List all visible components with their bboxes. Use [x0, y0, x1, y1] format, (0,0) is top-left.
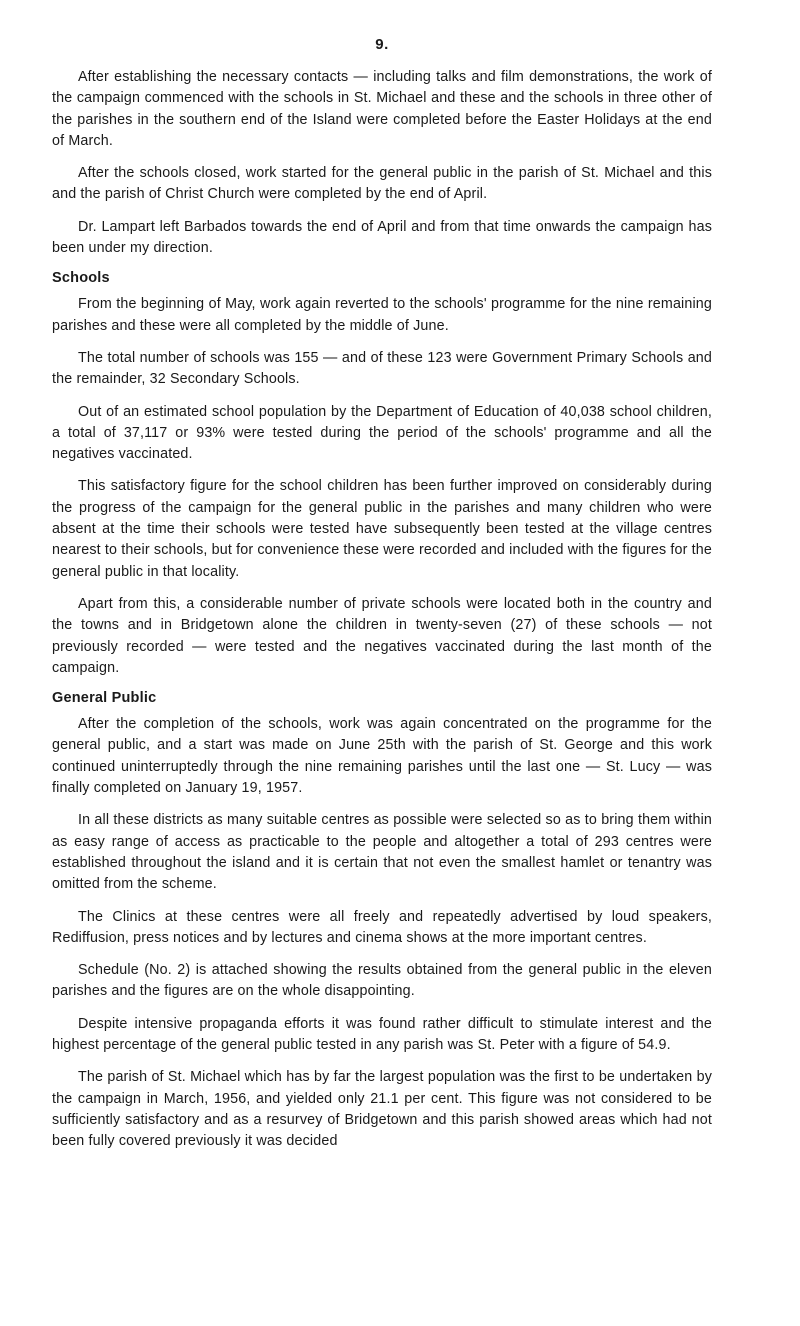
paragraph: The Clinics at these centres were all freely and repeatedly advertised by loud speakers, Rediffusion, press notices and by lectures and cinema shows at the more important centres. [52, 908, 712, 946]
paragraph: After establishing the necessary contacts — including talks and film demonstrations, the work of the campaign commenced with the schools in St. Michael and these and the schools in three other of the parishes in the southern end of the Island were completed before the Easter Holidays at the end of March. [52, 69, 712, 149]
paragraph: The parish of St. Michael which has by far the largest population was the first to be undertaken by the campaign in March, 1956, and yielded only 21.1 per cent. This figure was not considered to be sufficiently satisfactory and as a resurvey of Bridgetown and this parish showed areas which had not been fully covered previously it was decided [52, 1069, 712, 1150]
paragraph: From the beginning of May, work again reverted to the schools' programme for the nine remaining parishes and these were all completed by the middle of June. [52, 296, 712, 334]
paragraph: Apart from this, a considerable number of private schools were located both in the country and the towns and in Bridgetown alone the children in twenty-seven (27) of these schools — not previously recorded — were tested and the negatives vaccinated during the last month of the campaign. [52, 595, 712, 676]
document-page [52, 36, 712, 1163]
section-heading: General Public [52, 690, 157, 707]
paragraph: After the completion of the schools, work was again concentrated on the programme for the general public, and a start was made on June 25th with the parish of St. George and this work continued uninterruptedly through the nine remaining parishes until the last one — St. Lucy — was finally completed on January 19, 1957. [52, 716, 712, 797]
schools-section [52, 270, 712, 679]
paragraph: In all these districts as many suitable centres as possible were selected so as to bring them within as easy range of access as practicable to the people and altogether a total of 293 centres were established throughout the island and it is certain that not even the smallest hamlet or tenantry was omitted from the scheme. [52, 812, 712, 893]
paragraph: This satisfactory figure for the school children has been further improved on considerably during the progress of the campaign for the general public in the parishes and many children who were absent at the time their schools were tested have subsequently been tested at the village centres nearest to their schools, but for convenience these were recorded and included with the figures for the general public in that locality. [52, 478, 712, 580]
paragraph: Out of an estimated school population by the Department of Education of 40,038 school children, a total of 37,117 or 93% were tested during the period of the schools' programme and all the negatives vaccinated. [52, 403, 712, 463]
paragraph: After the schools closed, work started for the general public in the parish of St. Michael and this and the parish of Christ Church were completed by the end of April. [52, 165, 712, 203]
paragraph: Dr. Lampart left Barbados towards the end of April and from that time onwards the campaign has been under my direction. [52, 218, 712, 257]
paragraph: Despite intensive propaganda efforts it was found rather difficult to stimulate interest and the highest percentage of the general public tested in any parish was St. Peter with a figure of 54.9. [52, 1015, 712, 1053]
section-heading: Schools [52, 270, 110, 287]
intro-section [52, 67, 712, 259]
page-number: 9. [375, 36, 389, 53]
paragraph: Schedule (No. 2) is attached showing the results obtained from the general public in the eleven parishes and the figures are on the whole disappointing. [52, 962, 712, 1000]
paragraph: The total number of schools was 155 — and of these 123 were Government Primary Schools and the remainder, 32 Secondary Schools. [52, 349, 712, 388]
general-public-section [52, 690, 712, 1152]
